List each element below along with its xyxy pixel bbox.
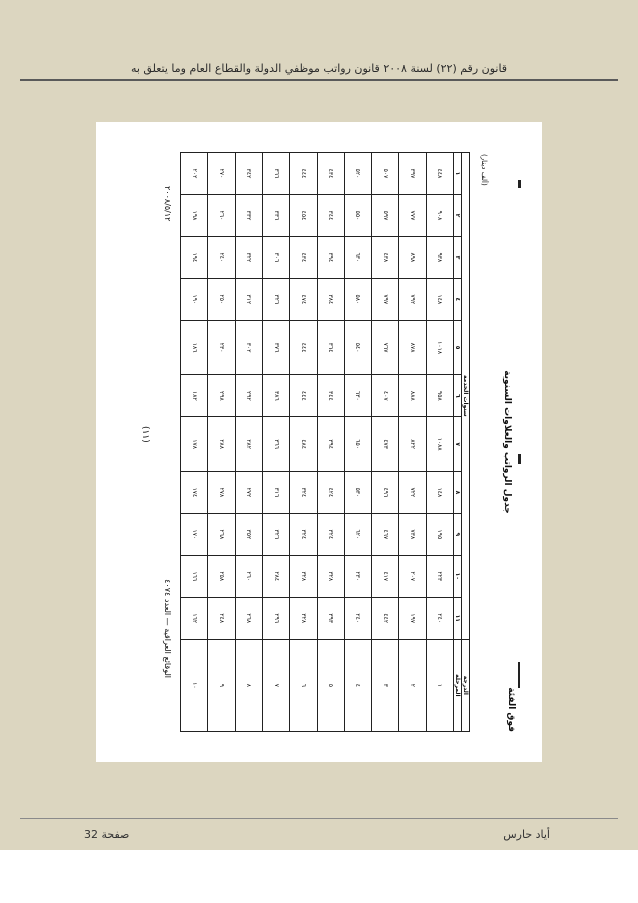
table-row: [317, 153, 344, 732]
salary-cell: ٧٦٧: [372, 320, 399, 375]
salary-cell: ١٠١٨: [426, 320, 453, 375]
salary-cell: ٤٤٤: [290, 375, 317, 417]
salary-cell: ٣٢٤: [290, 471, 317, 513]
salary-cell: ٩٣٨: [426, 236, 453, 278]
scan-speck: [518, 454, 521, 464]
salary-cell: ٣٨٦: [262, 375, 289, 417]
salary-cell: ٣٩٣: [317, 597, 344, 639]
salary-cell: ١٩٧: [399, 597, 426, 639]
footer-rule: [20, 818, 618, 819]
salary-cell: ٣٢٤: [290, 513, 317, 555]
salary-cell: ٢٨٤: [262, 555, 289, 597]
salary-cell: ٢٦٠: [208, 195, 235, 237]
salary-cell: ٨٢٢: [399, 417, 426, 472]
salary-cell: ٧٣٨: [399, 513, 426, 555]
salary-cell: ٤٥٤: [290, 195, 317, 237]
scan-heading: جدول الرواتب والعلاوات السنوية: [502, 370, 512, 514]
salary-cell: ٤٣٨: [372, 236, 399, 278]
salary-cell: ٣٠٢: [235, 320, 262, 375]
column-label-row: [454, 153, 462, 732]
salary-cell: ٦٥٠: [344, 417, 371, 472]
running-header: [20, 54, 618, 82]
salary-cell: ٣٤٤: [317, 375, 344, 417]
table-row: [426, 153, 453, 732]
salary-cell: ٤٧٤: [290, 278, 317, 320]
salary-cell: ٣٢٨: [317, 555, 344, 597]
salary-cell: ٢٩٦: [262, 597, 289, 639]
salary-table-body: [181, 153, 454, 732]
salary-cell: ٥٠٧: [372, 153, 399, 195]
salary-cell: ٤٨٤: [290, 417, 317, 472]
grade-cell: ٤: [344, 639, 371, 731]
grade-cell: ١: [426, 639, 453, 731]
salary-cell: ٢٠٢: [181, 153, 208, 195]
footer-page-number: صفحة 32: [84, 828, 130, 841]
column-label: ١: [454, 153, 462, 195]
salary-cell: ٨٨٨: [399, 375, 426, 417]
column-label: ٤: [454, 278, 462, 320]
salary-cell: ٢٨٨: [208, 417, 235, 472]
column-label: ١٠: [454, 555, 462, 597]
salary-cell: ٢٦٨: [235, 597, 262, 639]
table-row: [344, 153, 371, 732]
salary-cell: ٤٤٨: [426, 153, 453, 195]
salary-cell: ٣٩٤: [317, 417, 344, 472]
table-row: [290, 153, 317, 732]
salary-cell: ٣٤٢: [235, 153, 262, 195]
salary-cell: ٧٧٧: [399, 195, 426, 237]
salary-cell: ٥٤٠: [344, 320, 371, 375]
column-label: ٥: [454, 320, 462, 375]
grade-cell: ٨: [235, 639, 262, 731]
salary-cell: ٣٨٤: [317, 278, 344, 320]
salary-cell: ٤٢٤: [317, 471, 344, 513]
salary-cell: ٢٣٠: [208, 320, 235, 375]
salary-cell: ١٩٨: [181, 195, 208, 237]
salary-cell: ١٤٨: [426, 278, 453, 320]
salary-cell: ٣٢٨: [290, 597, 317, 639]
salary-cell: ١٧٠: [181, 513, 208, 555]
salary-cell: ٦٣٠: [344, 236, 371, 278]
scan-tab-label: فوق الفئة: [506, 687, 516, 732]
grade-cell: ٩: [208, 639, 235, 731]
grade-cell: ١٠: [181, 639, 208, 731]
table-row: [208, 153, 235, 732]
scan-speck: [518, 180, 521, 188]
salary-cell: ٣٦٦: [262, 153, 289, 195]
salary-cell: ٤٤٢: [372, 597, 399, 639]
grade-cell: ٦: [290, 639, 317, 731]
salary-cell: ٤٣٤: [317, 153, 344, 195]
grade-cell: ٣: [372, 639, 399, 731]
grade-cell: ٥: [317, 639, 344, 731]
salary-cell: ٨٩٨: [399, 236, 426, 278]
table-row: [181, 153, 208, 732]
salary-cell: ٣٤٤: [317, 195, 344, 237]
salary-cell: ٢٢٣: [426, 555, 453, 597]
salary-cell: ٢٠٧: [399, 555, 426, 597]
salary-cell: ٥٨٠: [344, 278, 371, 320]
salary-cell: ١٩٤: [181, 236, 208, 278]
table-header-row: [462, 153, 470, 732]
table-row: [399, 153, 426, 732]
column-label: ٨: [454, 471, 462, 513]
salary-cell: ٩٥٨: [426, 375, 453, 417]
salary-cell: ٤٩٦: [372, 471, 399, 513]
footer-author: أياد حارس: [503, 828, 550, 841]
salary-cell: ٤٧٣: [372, 417, 399, 472]
salary-cell: ٢٧٢: [235, 471, 262, 513]
salary-cell: ٣٩٤: [317, 236, 344, 278]
salary-cell: ١٩٥: [426, 513, 453, 555]
salary-cell: ٣٠٦: [262, 236, 289, 278]
scan-footer: [152, 146, 172, 738]
salary-cell: ٣٦٦: [262, 417, 289, 472]
column-label: ٩: [454, 513, 462, 555]
salary-table: [180, 152, 470, 732]
salary-cell: ١٩٠: [181, 278, 208, 320]
salary-cell: ٦٣٠: [344, 375, 371, 417]
salary-cell: ٣٥٢: [235, 513, 262, 555]
salary-cell: ١٦٢: [181, 597, 208, 639]
salary-cell: ١٤٨: [426, 471, 453, 513]
salary-cell: ٤٤٤: [290, 153, 317, 195]
gazette-date: ٢٠٠٨/٥/١٢: [163, 186, 172, 222]
salary-table-wrapper: [180, 152, 470, 732]
column-label: ٣: [454, 236, 462, 278]
column-label: ٦: [454, 375, 462, 417]
salary-cell: ١٧٤: [181, 471, 208, 513]
salary-cell: ٤٤٤: [290, 320, 317, 375]
rotated-scan-content: [120, 146, 518, 738]
salary-cell: ٤١٧: [372, 555, 399, 597]
salary-cell: ٣٢٤: [317, 513, 344, 555]
salary-cell: ٣١٢: [235, 278, 262, 320]
salary-cell: ٢٥٨: [208, 555, 235, 597]
salary-cell: ٨٧٨: [399, 320, 426, 375]
salary-cell: ٥٢٠: [344, 153, 371, 195]
grade-cell: ٢: [399, 639, 426, 731]
scan-unit: (ألف دينار): [480, 154, 488, 186]
salary-cell: ٢٤٠: [208, 236, 235, 278]
salary-cell: ١٨٦: [181, 320, 208, 375]
column-label: ٢: [454, 195, 462, 237]
salary-cell: ٥٥٠: [344, 195, 371, 237]
salary-cell: ١٨٢: [181, 375, 208, 417]
salary-cell: ٣٢٢: [235, 236, 262, 278]
salary-cell: ٤٠٧: [372, 375, 399, 417]
salary-cell: ٧٩٧: [372, 278, 399, 320]
table-row: [372, 153, 399, 732]
salary-cell: ٢٤٨: [208, 597, 235, 639]
salary-cell: ٢٤٠: [344, 597, 371, 639]
gazette-reference: الوقائع العراقية — العدد ٤٠٧٤: [163, 579, 172, 678]
salary-cell: ٢٣٠: [344, 555, 371, 597]
salary-cell: ٣٣٢: [235, 195, 262, 237]
salary-cell: ٣٢٨: [290, 555, 317, 597]
salary-cell: ٣٣٦: [262, 195, 289, 237]
salary-cell: ٣٦٤: [317, 320, 344, 375]
salary-cell: ٢٩٨: [208, 375, 235, 417]
salary-cell: ٤٣٤: [290, 236, 317, 278]
grade-cell: ٧: [262, 639, 289, 731]
salary-cell: ٣٢٦: [262, 278, 289, 320]
salary-cell: ٢٧٨: [208, 471, 235, 513]
salary-cell: ٧٢٢: [399, 471, 426, 513]
salary-cell: ٥٩٧: [372, 195, 399, 237]
column-label: ١١: [454, 597, 462, 639]
salary-cell: ٢٥٠: [208, 278, 235, 320]
scanned-page: [96, 122, 542, 762]
salary-cell: ٩٠٨: [426, 195, 453, 237]
salary-cell: ٢٧٠: [208, 153, 235, 195]
salary-cell: ١٠٨٨: [426, 417, 453, 472]
table-row: [235, 153, 262, 732]
salary-cell: ٢٦٨: [208, 513, 235, 555]
salary-cell: ٣٩٧: [399, 153, 426, 195]
column-label: ٧: [454, 417, 462, 472]
scan-speck: [518, 662, 520, 688]
salary-cell: ٦٢٠: [344, 513, 371, 555]
level-header: المرحلة: [454, 639, 462, 731]
salary-cell: ٣٢٦: [262, 513, 289, 555]
salary-cell: ١٦٦: [181, 555, 208, 597]
salary-cell: ١٧٨: [181, 417, 208, 472]
table-row: [262, 153, 289, 732]
salary-cell: ٢٤٠: [426, 597, 453, 639]
header-title: قانون رقم (٢٢) لسنة ٢٠٠٨ قانون رواتب موظفي الدولة والقطاع العام وما يتعلق به: [130, 61, 508, 75]
header-rule: [20, 79, 618, 81]
salary-cell: ٣٧٦: [262, 320, 289, 375]
scan-page-number: (١١): [140, 426, 150, 443]
grade-header: الدرجة: [462, 639, 470, 731]
salary-cell: ٧٩٢: [399, 278, 426, 320]
salary-cell: ٢٦٠: [235, 555, 262, 597]
salary-cell: ٥٣٠: [344, 471, 371, 513]
salary-cell: ٢٩٢: [235, 375, 262, 417]
salary-cell: ٣١٦: [262, 471, 289, 513]
salary-cell: ٢٨٢: [235, 417, 262, 472]
service-years-header: سنوات الخدمة: [462, 153, 470, 640]
salary-cell: ٤٦٧: [372, 513, 399, 555]
